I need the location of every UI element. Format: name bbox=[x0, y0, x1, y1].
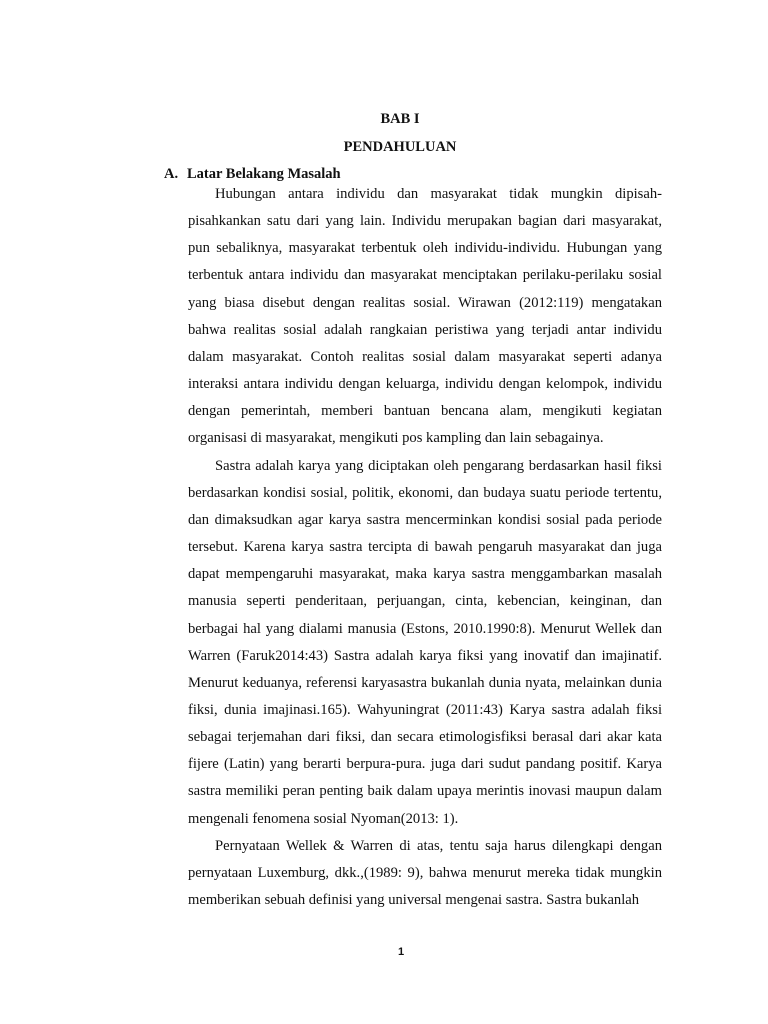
page-number: 1 bbox=[397, 946, 405, 958]
body-text bbox=[188, 181, 662, 914]
paragraph: Sastra adalah karya yang diciptakan oleh pengarang berdasarkan hasil fiksi berdasarkan kondisi sosial, politik, ekonomi, dan budaya suatu periode tertentu, dan dimaksudkan agar karya sastra mencerminkan kondisi sosial pada periode tersebut. Karena karya sastra tercipta di bawah pengaruh masyarakat dan juga dapat mempengaruhi masyarakat, maka karya sastra menggambarkan masalah manusia seperti penderitaan, perjuangan, cinta, kebencian, keinginan, dan berbagai hal yang dialami manusia (Estons, 2010.1990:8). Menurut Wellek dan Warren (Faruk2014:43) Sastra adalah karya fiksi yang inovatif dan imajinatif. Menurut keduanya, referensi karyasastra bukanlah dunia nyata, melainkan dunia fiksi, dunia imajinasi.165). Wahyuningrat (2011:43) Karya sastra adalah fiksi sebagai terjemahan dari fiksi, dan secara etimologisfiksi berasal dari akar kata fijere (Latin) yang berarti berpura-pura. juga dari sudut pandang positif. Karya sastra memiliki peran penting baik dalam upaya merintis inovasi maupun dalam mengenali fenomena sosial Nyoman(2013: 1). bbox=[188, 457, 662, 827]
section-title: Latar Belakang Masalah bbox=[187, 166, 341, 182]
chapter-number: BAB I bbox=[380, 111, 420, 127]
paragraph: Hubungan antara individu dan masyarakat tidak mungkin dipisah-pisahkankan satu dari yang lain. Individu merupakan bagian dari masyarakat, pun sebaliknya, masyarakat terbentuk oleh individu-individu. Hubungan yang terbentuk antara individu dan masyarakat menciptakan perilaku-perilaku sosial yang biasa disebut dengan realitas sosial. Wirawan (2012:119) mengatakan bahwa realitas sosial adalah rangkaian peristiwa yang terjadi antar individu dalam masyarakat. Contoh realitas sosial dalam masyarakat seperti adanya interaksi antara individu dengan keluarga, individu dengan kelompok, individu dengan pemerintah, memberi bantuan bencana alam, mengikuti kegiatan organisasi di masyarakat, mengikuti pos kampling dan lain sebagainya. bbox=[188, 186, 662, 447]
section-marker: A. bbox=[164, 166, 179, 182]
paragraph: Pernyataan Wellek & Warren di atas, tentu saja harus dilengkapi dengan pernyataan Luxemburg, dkk.,(1989: 9), bahwa menurut mereka tidak mungkin memberikan sebuah definisi yang universal mengenai sastra. Sastra bukanlah bbox=[188, 837, 662, 909]
chapter-title: PENDAHULUAN bbox=[343, 139, 457, 155]
